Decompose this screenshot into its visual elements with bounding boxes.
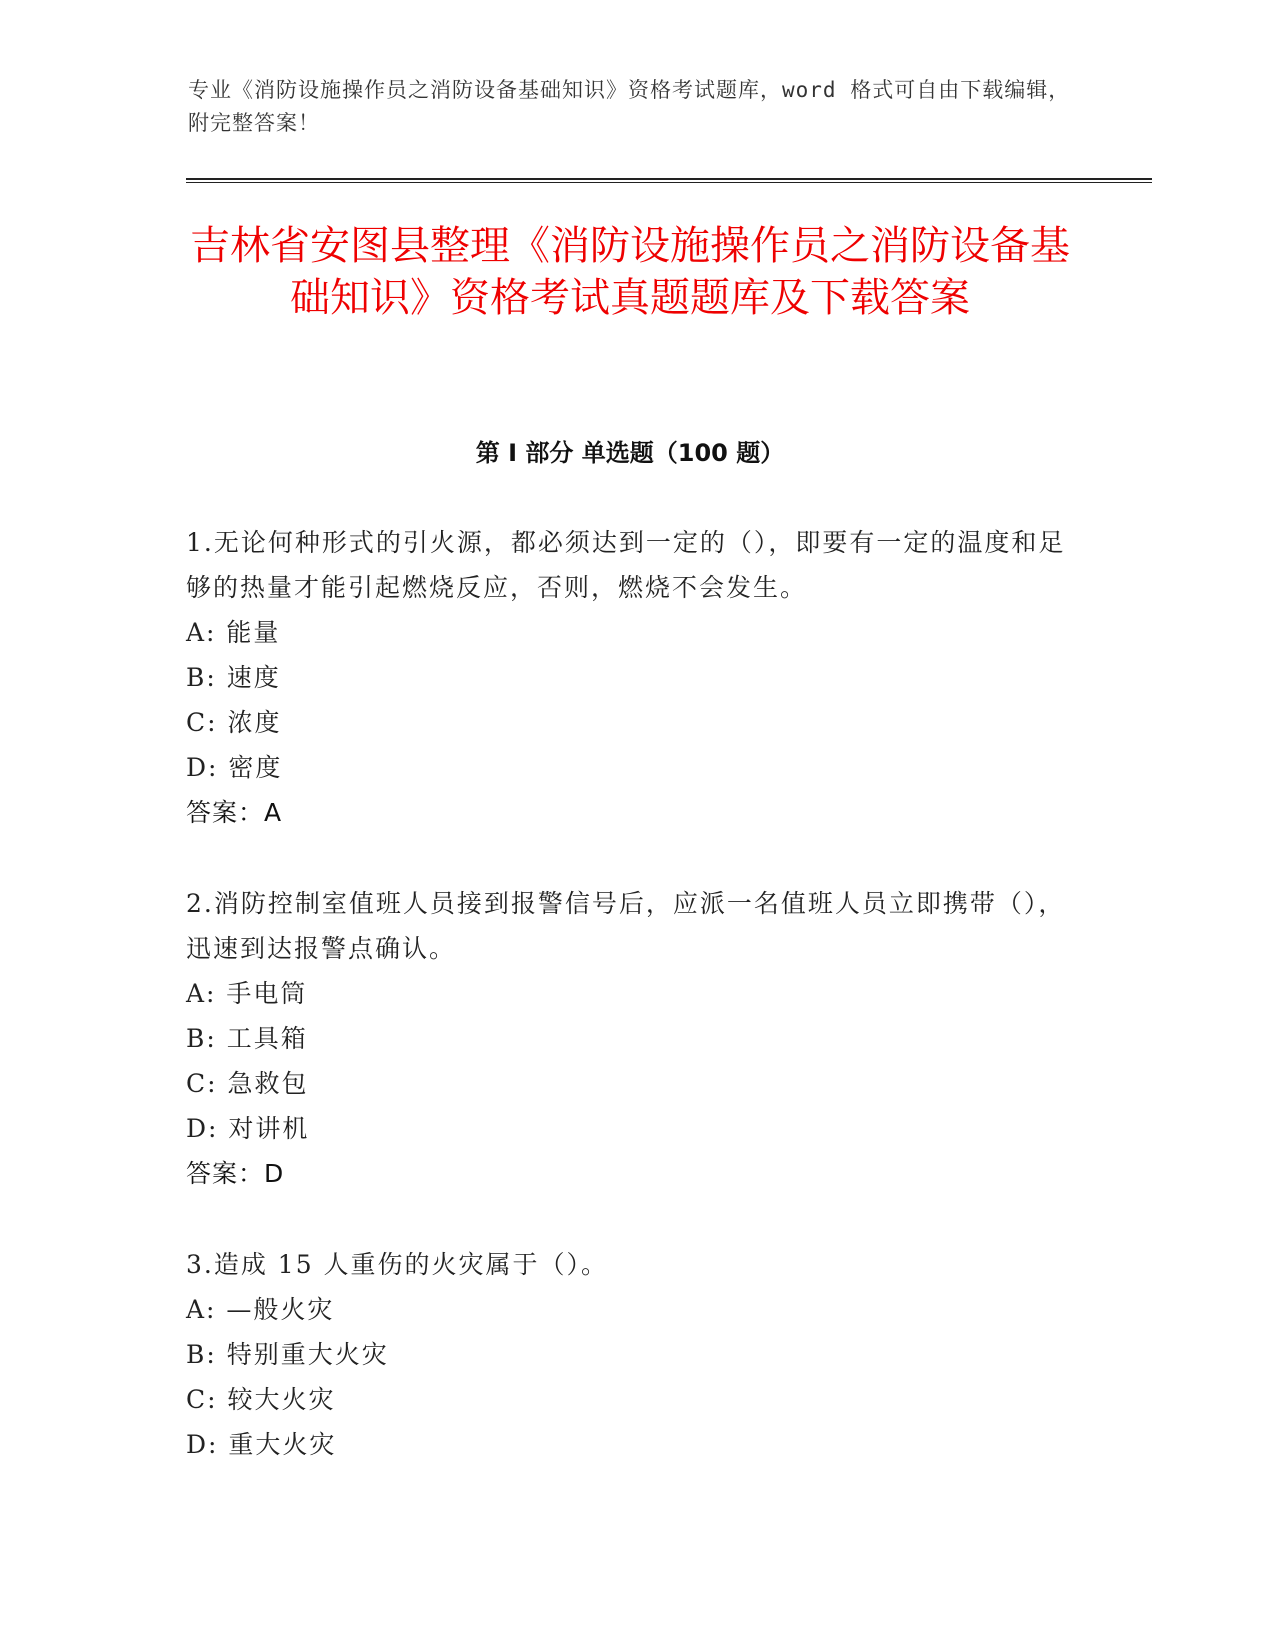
option-a: A: 能量 bbox=[186, 618, 281, 647]
question-stem: 3.造成 15 人重伤的火灾属于（）。 bbox=[186, 1250, 609, 1279]
option-d: D: 对讲机 bbox=[186, 1114, 310, 1143]
option-b: B: 特别重大火灾 bbox=[186, 1340, 389, 1369]
document-title: 吉林省安图县整理《消防设施操作员之消防设备基础知识》资格考试真题题库及下载答案 bbox=[190, 223, 1070, 321]
option-b: B: 速度 bbox=[186, 663, 281, 692]
question-3 bbox=[186, 1242, 1066, 1467]
option-b: B: 工具箱 bbox=[186, 1024, 308, 1053]
answer: 答案：D bbox=[186, 1159, 285, 1188]
header-note: 专业《消防设施操作员之消防设备基础知识》资格考试题库，word 格式可自由下载编辑，附完整答案！ bbox=[188, 78, 1071, 135]
section-title: 第 I 部分 单选题（100 题） bbox=[475, 439, 785, 467]
header-divider-thin bbox=[186, 182, 1152, 183]
header-divider-thick bbox=[186, 178, 1152, 180]
answer: 答案：A bbox=[186, 798, 283, 827]
question-stem: 2.消防控制室值班人员接到报警信号后，应派一名值班人员立即携带（），迅速到达报警点确认。 bbox=[186, 889, 1066, 963]
question-2 bbox=[186, 881, 1066, 1196]
option-d: D: 重大火灾 bbox=[186, 1430, 337, 1459]
question-1 bbox=[186, 520, 1066, 835]
option-a: A: —般火灾 bbox=[186, 1295, 335, 1324]
option-d: D: 密度 bbox=[186, 753, 283, 782]
option-c: C: 急救包 bbox=[186, 1069, 309, 1098]
option-c: C: 较大火灾 bbox=[186, 1385, 336, 1414]
question-stem: 1.无论何种形式的引火源，都必须达到一定的（），即要有一定的温度和足够的热量才能引起燃烧反应，否则，燃烧不会发生。 bbox=[186, 528, 1066, 602]
option-c: C: 浓度 bbox=[186, 708, 282, 737]
option-a: A: 手电筒 bbox=[186, 979, 308, 1008]
question-list bbox=[186, 520, 1066, 1513]
